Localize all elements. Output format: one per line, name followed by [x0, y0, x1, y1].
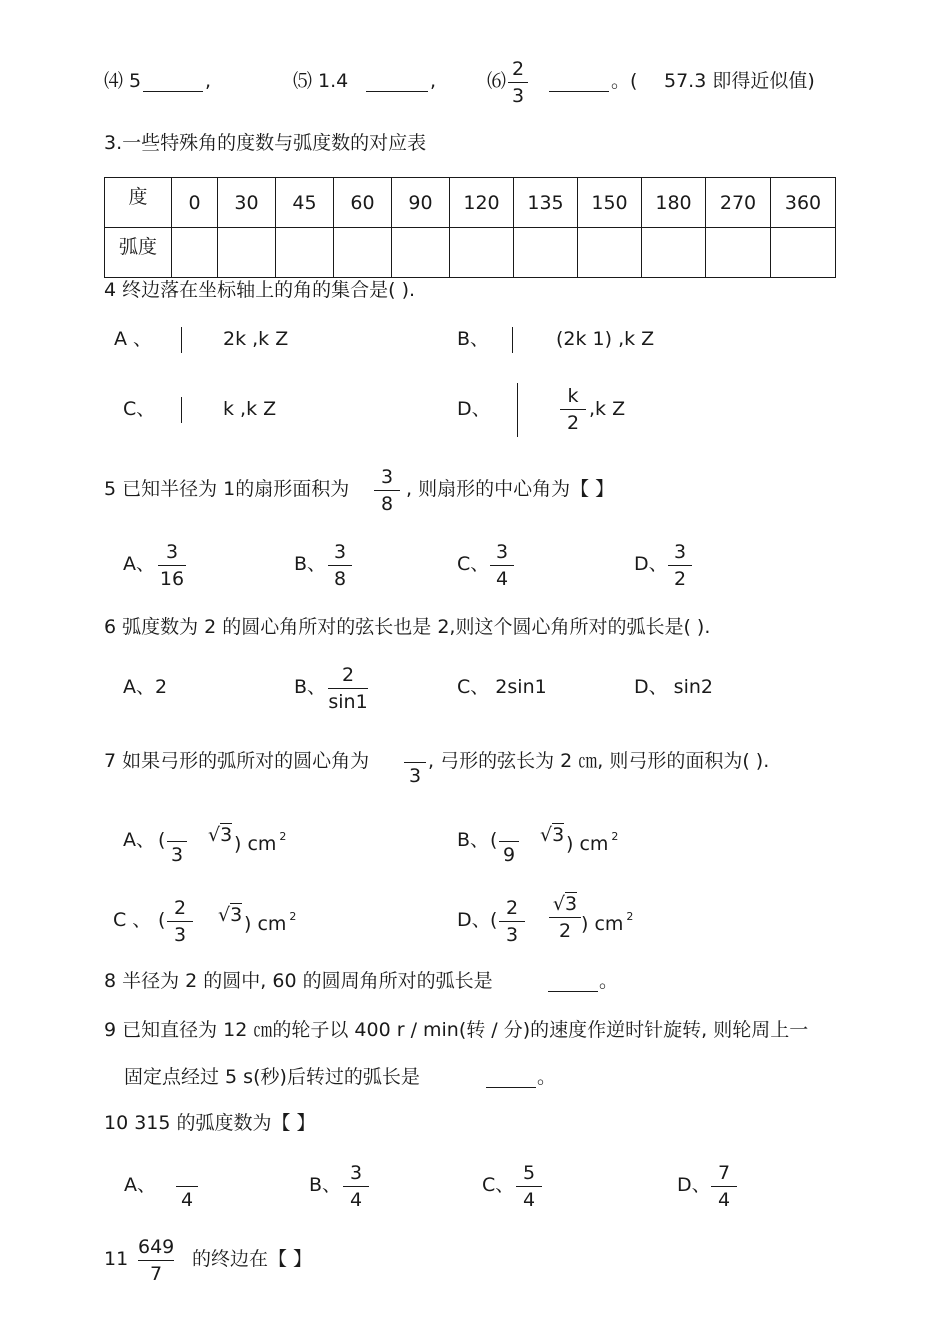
- degree-cell: 0: [172, 178, 218, 228]
- answer-blank-6: [549, 72, 609, 96]
- unit-cm2: ) cm $^2$: [566, 830, 619, 855]
- sqrt-3: √3: [540, 824, 565, 846]
- option-a-label: A、: [123, 553, 155, 575]
- radian-cell[interactable]: [334, 228, 392, 278]
- set-divider: [512, 327, 513, 353]
- question-3-title: 3.一些特殊角的度数与弧度数的对应表: [104, 132, 427, 154]
- option-b-label: B、: [309, 1174, 342, 1196]
- fraction: 4: [176, 1164, 198, 1210]
- item-4: ⑷ 5: [104, 70, 142, 92]
- radian-cell[interactable]: [706, 228, 771, 278]
- fraction: 5 4: [516, 1164, 542, 1210]
- fraction: 3: [404, 740, 426, 786]
- fraction: 3 2: [668, 543, 692, 589]
- radian-cell[interactable]: [276, 228, 334, 278]
- degree-cell: 180: [642, 178, 706, 228]
- degree-cell: 60: [334, 178, 392, 228]
- fraction: 2 3: [499, 899, 525, 945]
- paren: (: [158, 909, 166, 931]
- option-a-label: A 、: [114, 328, 153, 350]
- option-d-tail: ,k Z: [589, 398, 626, 420]
- sqrt-3: √3: [208, 824, 233, 846]
- option-b-label: B、: [457, 829, 490, 851]
- fraction: 2 3: [508, 60, 528, 106]
- option-b-body: (2k 1) ,k Z: [556, 328, 655, 350]
- radian-cell[interactable]: [218, 228, 276, 278]
- degree-cell: 135: [514, 178, 578, 228]
- radian-cell[interactable]: [514, 228, 578, 278]
- sqrt-3: √3: [218, 904, 243, 926]
- question-11-stem: 的终边在【 】: [192, 1248, 313, 1270]
- question-5-stem: 5 已知半径为 1的扇形面积为: [104, 478, 350, 500]
- option-c-label: C、: [482, 1174, 515, 1196]
- fraction: 3 4: [343, 1164, 369, 1210]
- question-5-stem-end: , 则扇形的中心角为【 】: [406, 478, 615, 500]
- paren: (: [490, 829, 498, 851]
- degree-cell: 90: [392, 178, 450, 228]
- punct: 。: [537, 1066, 557, 1088]
- answer-blank-9: [486, 1068, 536, 1092]
- radian-cell[interactable]: [450, 228, 514, 278]
- fraction: 2 3: [167, 899, 193, 945]
- fraction: 9: [499, 819, 519, 865]
- item-6: ⑹: [487, 70, 507, 92]
- question-9-line2: 固定点经过 5 s(秒)后转过的弧长是: [124, 1066, 420, 1088]
- comma: ,: [430, 70, 437, 92]
- question-11-number: 11: [104, 1248, 129, 1270]
- question-7-stem-end: , 弓形的弦长为 2 ㎝, 则弓形的面积为( ).: [428, 750, 770, 772]
- punct: 。: [599, 970, 619, 992]
- unit-cm2: ) cm $^2$: [234, 830, 287, 855]
- radian-cell[interactable]: [392, 228, 450, 278]
- fraction: 3: [167, 819, 187, 865]
- option-a: A、2: [123, 676, 168, 698]
- fraction: 3 4: [490, 543, 514, 589]
- question-9-line1: 9 已知直径为 12 ㎝的轮子以 400 r / min(转 / 分)的速度作逆时针旋转, 则轮周上一: [104, 1019, 809, 1041]
- fraction: 3 8: [374, 468, 400, 514]
- option-c: C、 2sin1: [457, 676, 547, 698]
- item-5: ⑸ 1.4: [293, 70, 349, 92]
- punct: 。(: [611, 70, 638, 92]
- option-b-label: B、: [294, 553, 327, 575]
- degree-cell: 360: [771, 178, 836, 228]
- question-7-stem: 7 如果弓形的弧所对的圆心角为: [104, 750, 370, 772]
- degree-cell: 150: [578, 178, 642, 228]
- option-d-label: D、: [677, 1174, 711, 1196]
- question-8-stem: 8 半径为 2 的圆中, 60 的圆周角所对的弧长是: [104, 970, 493, 992]
- paren: (: [490, 909, 498, 931]
- fraction: 7 4: [711, 1164, 737, 1210]
- hint-note: 57.3 即得近似值): [664, 70, 815, 92]
- radian-cell[interactable]: [771, 228, 836, 278]
- option-d: D、 sin2: [634, 676, 713, 698]
- option-a-label: A、: [123, 829, 155, 851]
- option-c-body: k ,k Z: [223, 398, 277, 420]
- row-label-radian: 弧度: [105, 228, 172, 278]
- degree-cell: 30: [218, 178, 276, 228]
- degree-radian-table: [104, 177, 836, 278]
- unit-cm2: ) cm $^2$: [244, 910, 297, 935]
- option-b-label: B、: [294, 676, 327, 698]
- answer-blank-8: [548, 972, 598, 996]
- fraction: 3 16: [159, 541, 185, 590]
- fraction: 2 sin1: [328, 664, 368, 713]
- fraction: 649 7: [138, 1236, 175, 1285]
- fraction: k 2: [560, 387, 586, 433]
- option-d-label: D、: [457, 909, 491, 931]
- comma: ,: [205, 70, 212, 92]
- option-c-label: C、: [123, 398, 156, 420]
- option-d-label: D、: [634, 553, 668, 575]
- answer-blank-5: [366, 72, 428, 96]
- fraction: 3 8: [328, 543, 352, 589]
- question-6-stem: 6 弧度数为 2 的圆心角所对的弦长也是 2,则这个圆心角所对的弧长是( ).: [104, 616, 711, 638]
- option-c-label: C、: [457, 553, 490, 575]
- radian-cell[interactable]: [172, 228, 218, 278]
- degree-cell: 120: [450, 178, 514, 228]
- option-d-label: D、: [457, 398, 491, 420]
- table-row-degrees: [105, 178, 836, 228]
- option-a-body: 2k ,k Z: [223, 328, 289, 350]
- table-row-radians: [105, 228, 836, 278]
- set-divider: [181, 327, 182, 353]
- degree-cell: 45: [276, 178, 334, 228]
- set-divider: [517, 383, 518, 437]
- paren: (: [158, 829, 166, 851]
- answer-blank-4: [143, 72, 203, 96]
- radian-cell[interactable]: [578, 228, 642, 278]
- degree-cell: 270: [706, 178, 771, 228]
- radian-cell[interactable]: [642, 228, 706, 278]
- row-label-degree: 度: [105, 178, 172, 228]
- fraction-sqrt: √3 2: [549, 895, 581, 941]
- question-10-stem: 10 315 的弧度数为【 】: [104, 1112, 316, 1134]
- option-b-label: B、: [457, 328, 490, 350]
- option-c-label: C 、: [113, 909, 152, 931]
- option-a-label: A、: [124, 1174, 156, 1196]
- unit-cm2: ) cm $^2$: [581, 910, 634, 935]
- question-4-stem: 4 终边落在坐标轴上的角的集合是( ).: [104, 279, 416, 301]
- set-divider: [181, 397, 182, 423]
